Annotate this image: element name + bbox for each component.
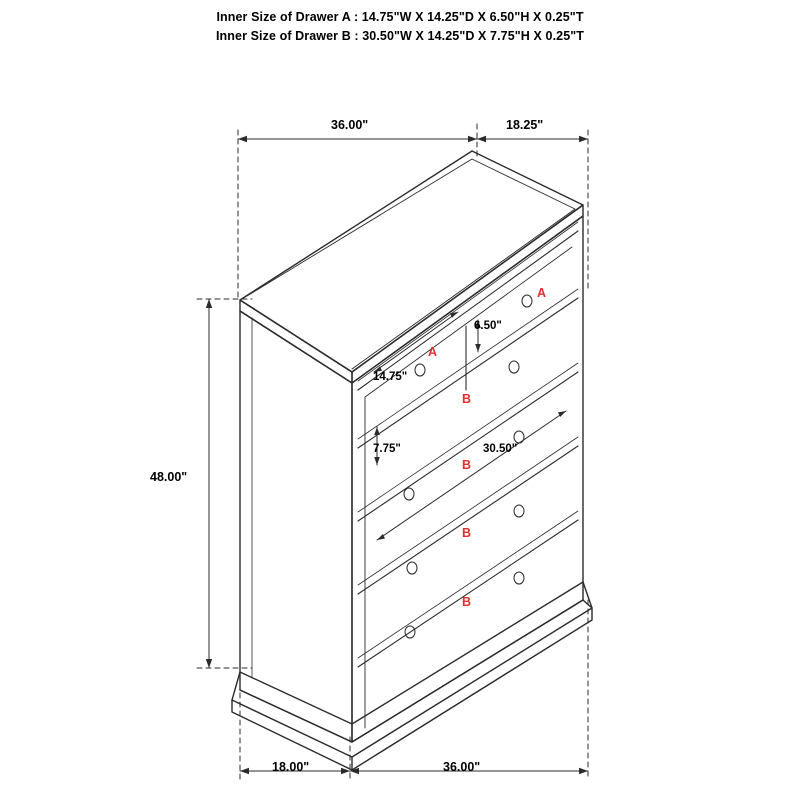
top-dimension-line-36	[238, 136, 477, 142]
height-dimension-line	[206, 299, 212, 668]
chest-base	[232, 582, 592, 770]
drawer-b-note: Inner Size of Drawer B : 30.50"W X 14.25"D X 7.75"H X 0.25"T	[215, 29, 585, 43]
inner-dimension-30-50	[377, 411, 566, 540]
inner-dim-b-height: 7.75"	[373, 443, 401, 455]
dim-bottom-width: 36.00"	[443, 760, 481, 774]
drawer-a-note: Inner Size of Drawer A : 14.75"W X 14.25"D X 6.50"H X 0.25"T	[216, 10, 584, 24]
inner-dimension-14-75	[374, 312, 458, 372]
dim-top-depth: 18.25"	[506, 118, 544, 132]
drawer-label-b-4: B	[462, 595, 472, 609]
front-face-inner-frame	[365, 247, 572, 728]
inner-dim-a-width: 14.75"	[373, 371, 408, 383]
drawer-label-a-2: A	[428, 345, 438, 359]
chest-front-face	[352, 216, 583, 742]
bottom-extension-lines	[240, 600, 588, 780]
dim-height: 48.00"	[150, 470, 188, 484]
drawer-label-b-2: B	[462, 458, 472, 472]
drawer-label-b-1: B	[462, 392, 472, 406]
dim-bottom-depth: 18.00"	[272, 760, 310, 774]
top-dimension-line-18	[477, 136, 588, 142]
inner-dim-a-height: 6.50"	[474, 320, 502, 332]
height-extension-lines	[197, 299, 252, 668]
inner-dim-b-width: 30.50"	[483, 443, 518, 455]
drawer-label-a-1: A	[537, 286, 547, 300]
chest-left-side	[240, 311, 352, 742]
dim-top-width: 36.00"	[331, 118, 369, 132]
drawer-label-b-3: B	[462, 526, 472, 540]
chest-top-surface	[240, 151, 583, 383]
